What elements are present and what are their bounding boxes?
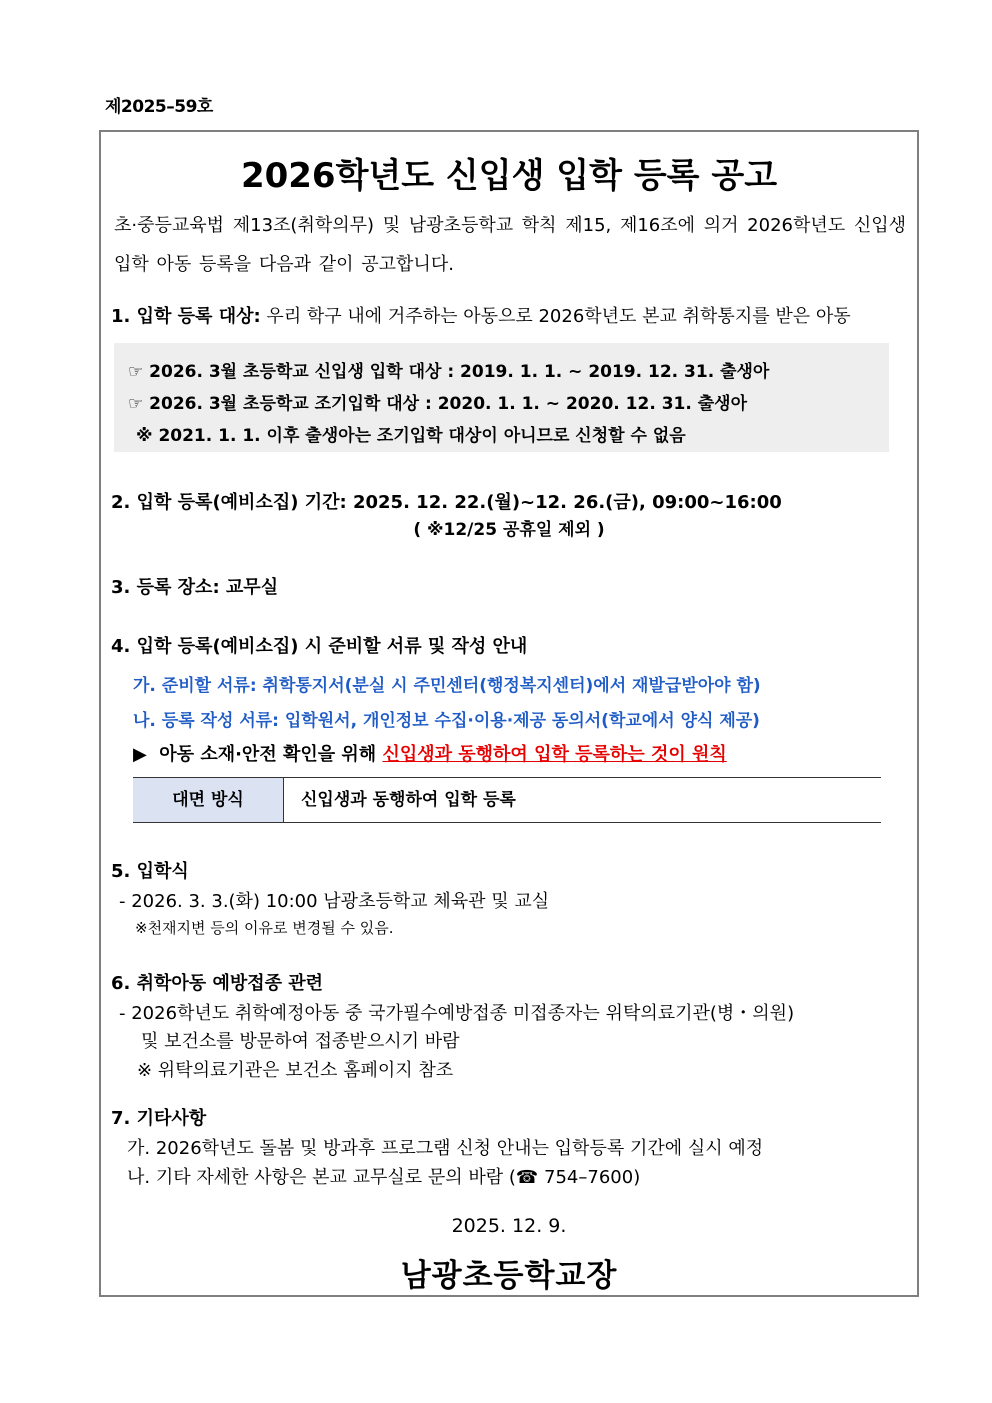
arrow-right-icon: ▶ [133,744,147,765]
section-7-label: 7. 기타사항 [111,1108,207,1129]
section-4-label: 4. 입학 등록(예비소집) 시 준비할 서류 및 작성 안내 [111,636,528,657]
document-number: 제2025–59호 [105,97,213,117]
section-2-text: 2025. 12. 22.(월)~12. 26.(금), 09:00~16:00 [346,492,782,513]
section-4-notice [133,740,727,766]
intro-paragraph: 초·중등교육법 제13조(취학의무) 및 남광초등학교 학칙 제15, 제16조에 의거 2026학년도 신입생 입학 아동 등록을 다음과 같이 공고합니다. [114,215,906,275]
section-6-line-2: 및 보건소를 방문하여 접종받으시기 바람 [141,1031,460,1052]
table-value-cell: 신입생과 동행하여 입학 등록 [301,790,516,810]
registration-method-table [133,777,881,823]
eligibility-line-1: ☞ 2026. 3월 초등학교 신입생 입학 대상 : 2019. 1. 1. ~ 2019. 12. 31. 출생아 [128,362,770,382]
section-4-notice-emphasis: 신입생과 동행하여 입학 등록하는 것이 원칙 [382,744,727,765]
eligibility-line-2: ☞ 2026. 3월 초등학교 조기입학 대상 : 2020. 1. 1. ~ 2020. 12. 31. 출생아 [128,394,747,414]
page-title: 2026학년도 신입생 입학 등록 공고 [240,156,778,196]
section-7-item-a: 가. 2026학년도 돌봄 및 방과후 프로그램 신청 안내는 입학등록 기간에 실시 예정 [127,1138,764,1159]
section-2 [111,488,782,514]
section-2-note: ( ※12/25 공휴일 제외 ) [413,520,605,540]
notice-frame [99,130,919,1297]
section-5-line: - 2026. 3. 3.(화) 10:00 남광초등학교 체육관 및 교실 [119,891,550,912]
section-6-note: ※ 위탁의료기관은 보건소 홈페이지 참조 [137,1060,454,1081]
table-header-cell: 대면 방식 [133,778,284,822]
section-5-note: ※천재지변 등의 이유로 변경될 수 있음. [135,919,394,937]
section-4-item-a: 가. 준비할 서류: 취학통지서(분실 시 주민센터(행정복지센터)에서 재발급받아야 함) [133,676,761,696]
notice-date: 2025. 12. 9. [451,1215,567,1237]
section-3-label: 3. 등록 장소: [111,577,220,598]
signature: 남광초등학교장 [400,1258,618,1294]
section-3 [111,573,278,599]
section-4-notice-text: 아동 소재·안전 확인을 위해 [159,744,383,765]
section-6-label: 6. 취학아동 예방접종 관련 [111,973,324,994]
section-5-label: 5. 입학식 [111,861,189,882]
section-6-line-1: - 2026학년도 취학예정아동 중 국가필수예방접종 미접종자는 위탁의료기관(병・의원) [119,1003,795,1024]
section-2-label: 2. 입학 등록(예비소집) 기간: [111,492,347,513]
section-3-text: 교무실 [219,577,279,598]
eligibility-note: ※ 2021. 1. 1. 이후 출생아는 조기입학 대상이 아니므로 신청할 수 없음 [136,426,686,446]
section-4-item-b: 나. 등록 작성 서류: 입학원서, 개인정보 수집·이용·제공 동의서(학교에서 양식 제공) [133,711,760,731]
section-1-label: 1. 입학 등록 대상: [111,306,261,327]
section-1 [111,302,851,328]
eligibility-box [114,343,889,452]
section-1-text: 우리 학구 내에 거주하는 아동으로 2026학년도 본교 취학통지를 받은 아동 [260,306,851,327]
section-7-item-b: 나. 기타 자세한 사항은 본교 교무실로 문의 바람 (☎ 754–7600) [127,1167,641,1188]
